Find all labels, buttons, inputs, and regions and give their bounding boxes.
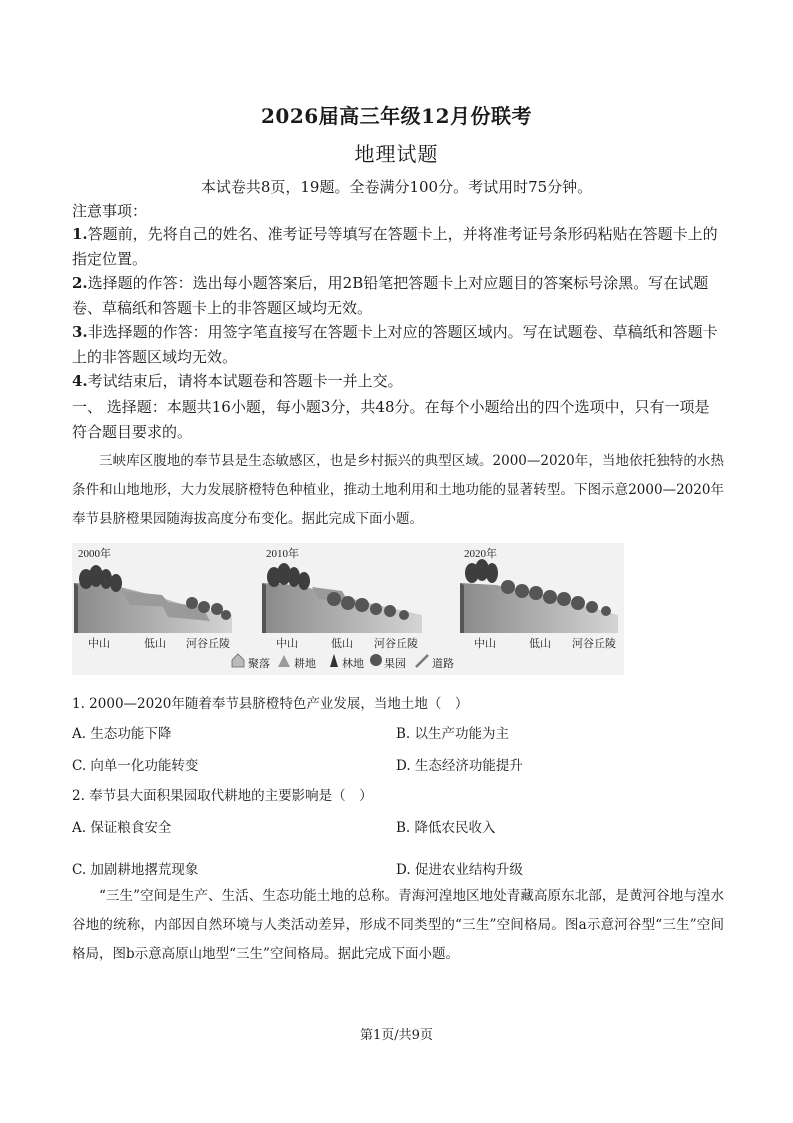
notice-item-number: 3. xyxy=(72,323,88,341)
zone-label-low-mountain: 低山 xyxy=(144,638,166,650)
notice-item-number: 2. xyxy=(72,274,88,292)
zone-label-mid-mountain: 中山 xyxy=(276,638,298,650)
orchard-elevation-figure xyxy=(72,543,624,675)
q2-option-a[interactable]: A. 保证粮食安全 xyxy=(72,820,172,836)
legend-label-road: 道路 xyxy=(432,658,454,670)
zone-label-valley-hills: 河谷丘陵 xyxy=(186,638,230,650)
question-1-stem: 1. 2000—2020年随着奉节县脐橙特色产业发展，当地土地（ ） xyxy=(72,696,469,712)
legend-label-farmland: 耕地 xyxy=(294,658,316,670)
zone-label-mid-mountain: 中山 xyxy=(474,638,496,650)
terrain-edge xyxy=(74,583,78,633)
question-2-stem: 2. 奉节县大面积果园取代耕地的主要影响是（ ） xyxy=(72,788,373,804)
legend-label-forest: 林地 xyxy=(342,658,364,670)
q2-option-b[interactable]: B. 降低农民收入 xyxy=(396,820,496,836)
year-label-2020: 2020年 xyxy=(464,548,497,560)
orchard-legend-icon xyxy=(370,654,382,666)
passage-sansheng: “三生”空间是生产、生活、生态功能土地的总称。青海河湟地区地处青藏高原东北部，是黄河谷地与湟水谷地的统称，内部因自然环境与人类活动差异，形成不同类型的“三生”空间格局。图a示意河谷型“三生”空间格局，图b示意高原山地型“三生”空间格局。据此完成下面小题。 xyxy=(72,888,724,962)
terrain-edge xyxy=(460,583,464,633)
q1-option-d[interactable]: D. 生态经济功能提升 xyxy=(396,758,523,774)
notice-item-3 xyxy=(72,320,724,369)
zone-label-mid-mountain: 中山 xyxy=(88,638,110,650)
notice-item-number: 1. xyxy=(72,225,88,243)
notice-item-1 xyxy=(72,222,724,271)
legend-label-settlement: 聚落 xyxy=(248,658,270,670)
notice-item-text: 非选择题的作答：用签字笔直接写在答题卡上对应的答题区域内。写在试题卷、草稿纸和答题卡上的非答题区域均无效。 xyxy=(72,323,718,366)
q1-option-b[interactable]: B. 以生产功能为主 xyxy=(396,726,510,742)
year-label-2000: 2000年 xyxy=(78,548,111,560)
notice-heading: 注意事项： xyxy=(72,202,148,220)
figure-illustration xyxy=(72,543,624,675)
zone-label-low-mountain: 低山 xyxy=(331,638,353,650)
subject-title: 地理试题 xyxy=(354,142,439,166)
notice-item-text: 答题前，先将自己的姓名、准考证号等填写在答题卡上，并将准考证号条形码粘贴在答题卡上的指定位置。 xyxy=(72,225,718,268)
section-heading: 一、 选择题：本题共16小题，每小题3分，共48分。在每个小题给出的四个选项中，只有一项是符合题目要求的。 xyxy=(72,398,710,441)
terrain-edge xyxy=(262,583,266,633)
page-footer: 第1页/共9页 xyxy=(360,1028,433,1043)
q2-option-d[interactable]: D. 促进农业结构升级 xyxy=(396,862,523,878)
q1-option-a[interactable]: A. 生态功能下降 xyxy=(72,726,172,742)
zone-label-valley-hills: 河谷丘陵 xyxy=(572,638,616,650)
notice-item-number: 4. xyxy=(72,372,88,390)
year-label-2010: 2010年 xyxy=(266,548,299,560)
exam-title: 2026届高三年级12月份联考 xyxy=(261,104,532,128)
q2-option-c[interactable]: C. 加剧耕地撂荒现象 xyxy=(72,862,199,878)
legend-label-orchard: 果园 xyxy=(384,658,406,670)
exam-info: 本试卷共8页，19题。全卷满分100分。考试用时75分钟。 xyxy=(200,178,593,196)
notice-item-2 xyxy=(72,271,724,320)
notice-item-text: 选择题的作答：选出每小题答案后，用2B铅笔把答题卡上对应题目的答案标号涂黑。写在试题卷、草稿纸和答题卡上的非答题区域均无效。 xyxy=(72,274,709,317)
zone-label-low-mountain: 低山 xyxy=(529,638,551,650)
notice-item-4 xyxy=(72,369,724,394)
zone-label-valley-hills: 河谷丘陵 xyxy=(374,638,418,650)
q1-option-c[interactable]: C. 向单一化功能转变 xyxy=(72,758,199,774)
passage-fengjie: 三峡库区腹地的奉节县是生态敏感区，也是乡村振兴的典型区域。2000—2020年，当地依托独特的水热条件和山地地形，大力发展脐橙特色种植业，推动土地利用和土地功能的显著转型。下图示意2000—2020年奉节县脐橙果园随海拔高度分布变化。据此完成下面小题。 xyxy=(72,453,724,527)
notice-item-text: 考试结束后，请将本试题卷和答题卡一并上交。 xyxy=(87,372,403,390)
